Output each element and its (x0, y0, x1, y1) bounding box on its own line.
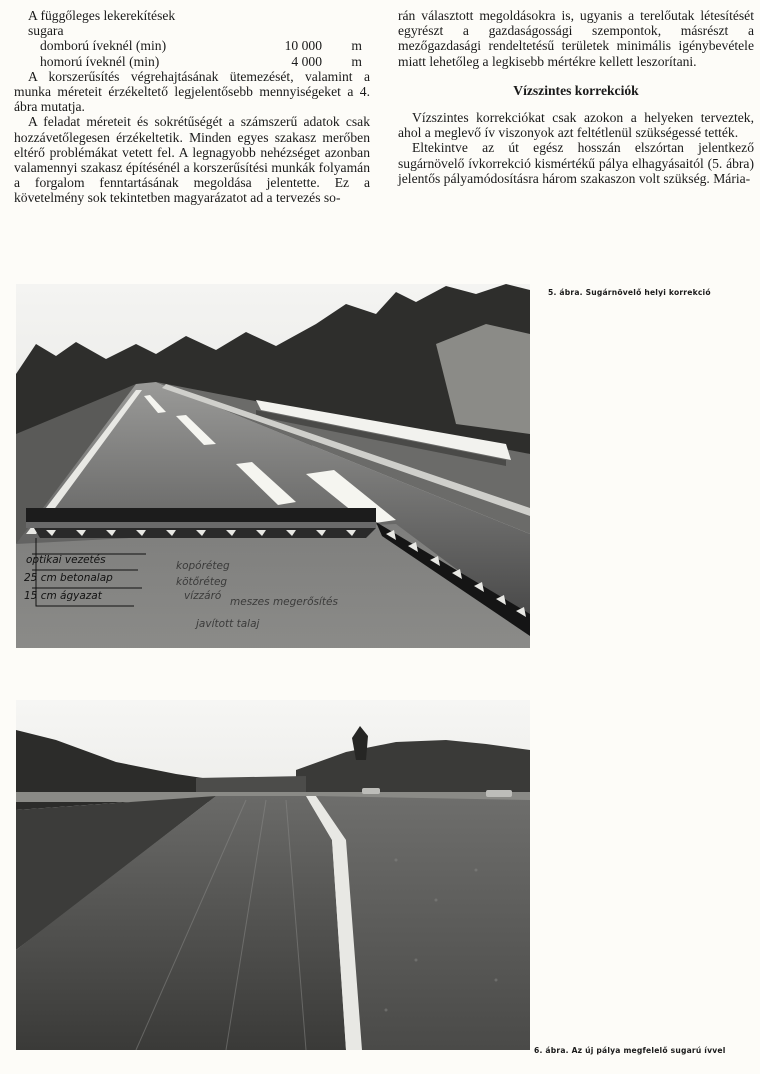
curve-row-label: domború íveknél (min) (40, 38, 167, 54)
curve-row-label: homorú íveknél (min) (40, 53, 160, 69)
layer-label-improved-soil: javított talaj (196, 618, 260, 630)
figure-6-caption: 6. ábra. Az új pálya megfelelő sugarú ívvel (534, 1046, 726, 1055)
curve-row-value: 4 000 (291, 53, 322, 69)
right-text-column (398, 8, 754, 186)
curve-row-unit: m (351, 53, 362, 69)
layer-label-wearing-course: kopóréteg (176, 560, 230, 572)
curve-heading-line2: sugara (28, 23, 64, 39)
layer-label-bedding: 15 cm ágyazat (24, 590, 102, 602)
left-text-column (14, 8, 370, 206)
paragraph: rán választott megoldásokra is, ugyanis a terelőutak létesítését egyrészt a gazdaságossági szempontok, másrészt a mezőgazdasági rendeltetésű területek minimális igénybevétele miatt lehetőleg a legkisebb mértékre kellett leszorítani. (398, 8, 754, 69)
layer-label-binder-course: kötőréteg (176, 576, 228, 588)
curve-row-convex (14, 38, 370, 53)
curve-row-concave (14, 54, 370, 69)
paragraph: A feladat méreteit és sokrétűségét a számszerű adatok csak hozzávetőlegesen érzékeltetik. Minden egyes szakasz merőben eltérő problémákat vetett fel. A legnagyobb nehézséget azonban valamennyi szakasz építésénél a korszerűsítési munkák folyamán a forgalom fenntartásának megoldása jelentette. Ez a követelmény sok tekintetben magyarázatot ad a tervezés so- (14, 114, 370, 206)
figure-6-photo (16, 700, 530, 1050)
paragraph: Eltekintve az út egész hosszán elszórtan jelentkező sugárnövelő ívkorrekció kismértékű pálya elhagyásaitól (5. ábra) jelentős pályamódosításra három szakaszon volt szükség. Mária- (398, 140, 754, 186)
figure-5-photo (16, 284, 530, 648)
layer-label-lime-reinforcement: meszes megerősítés (230, 596, 338, 608)
layer-label-concrete-base: 25 cm betonalap (24, 572, 113, 584)
curve-row-value: 10 000 (284, 38, 322, 54)
layer-label-waterproof: vízzáró (184, 590, 222, 602)
figure-5-caption: 5. ábra. Sugárnövelő helyi korrekció (548, 288, 711, 297)
layer-label-optical-guidance: optikai vezetés (26, 554, 106, 566)
paragraph: A korszerűsítés végrehajtásának ütemezését, valamint a munka méreteit érzékeltető legjelentősebb mennyiségeket a 4. ábra mutatja. (14, 68, 370, 115)
paragraph: Vízszintes korrekciókat csak azokon a helyeken terveztek, ahol a meglevő ív viszonyok azt feltétlenül szükségessé tették. (398, 110, 754, 141)
section-heading: Vízszintes korrekciók (513, 82, 639, 98)
curve-heading-line1: A függőleges lekerekítések (28, 8, 176, 23)
curve-row-unit: m (351, 38, 362, 54)
